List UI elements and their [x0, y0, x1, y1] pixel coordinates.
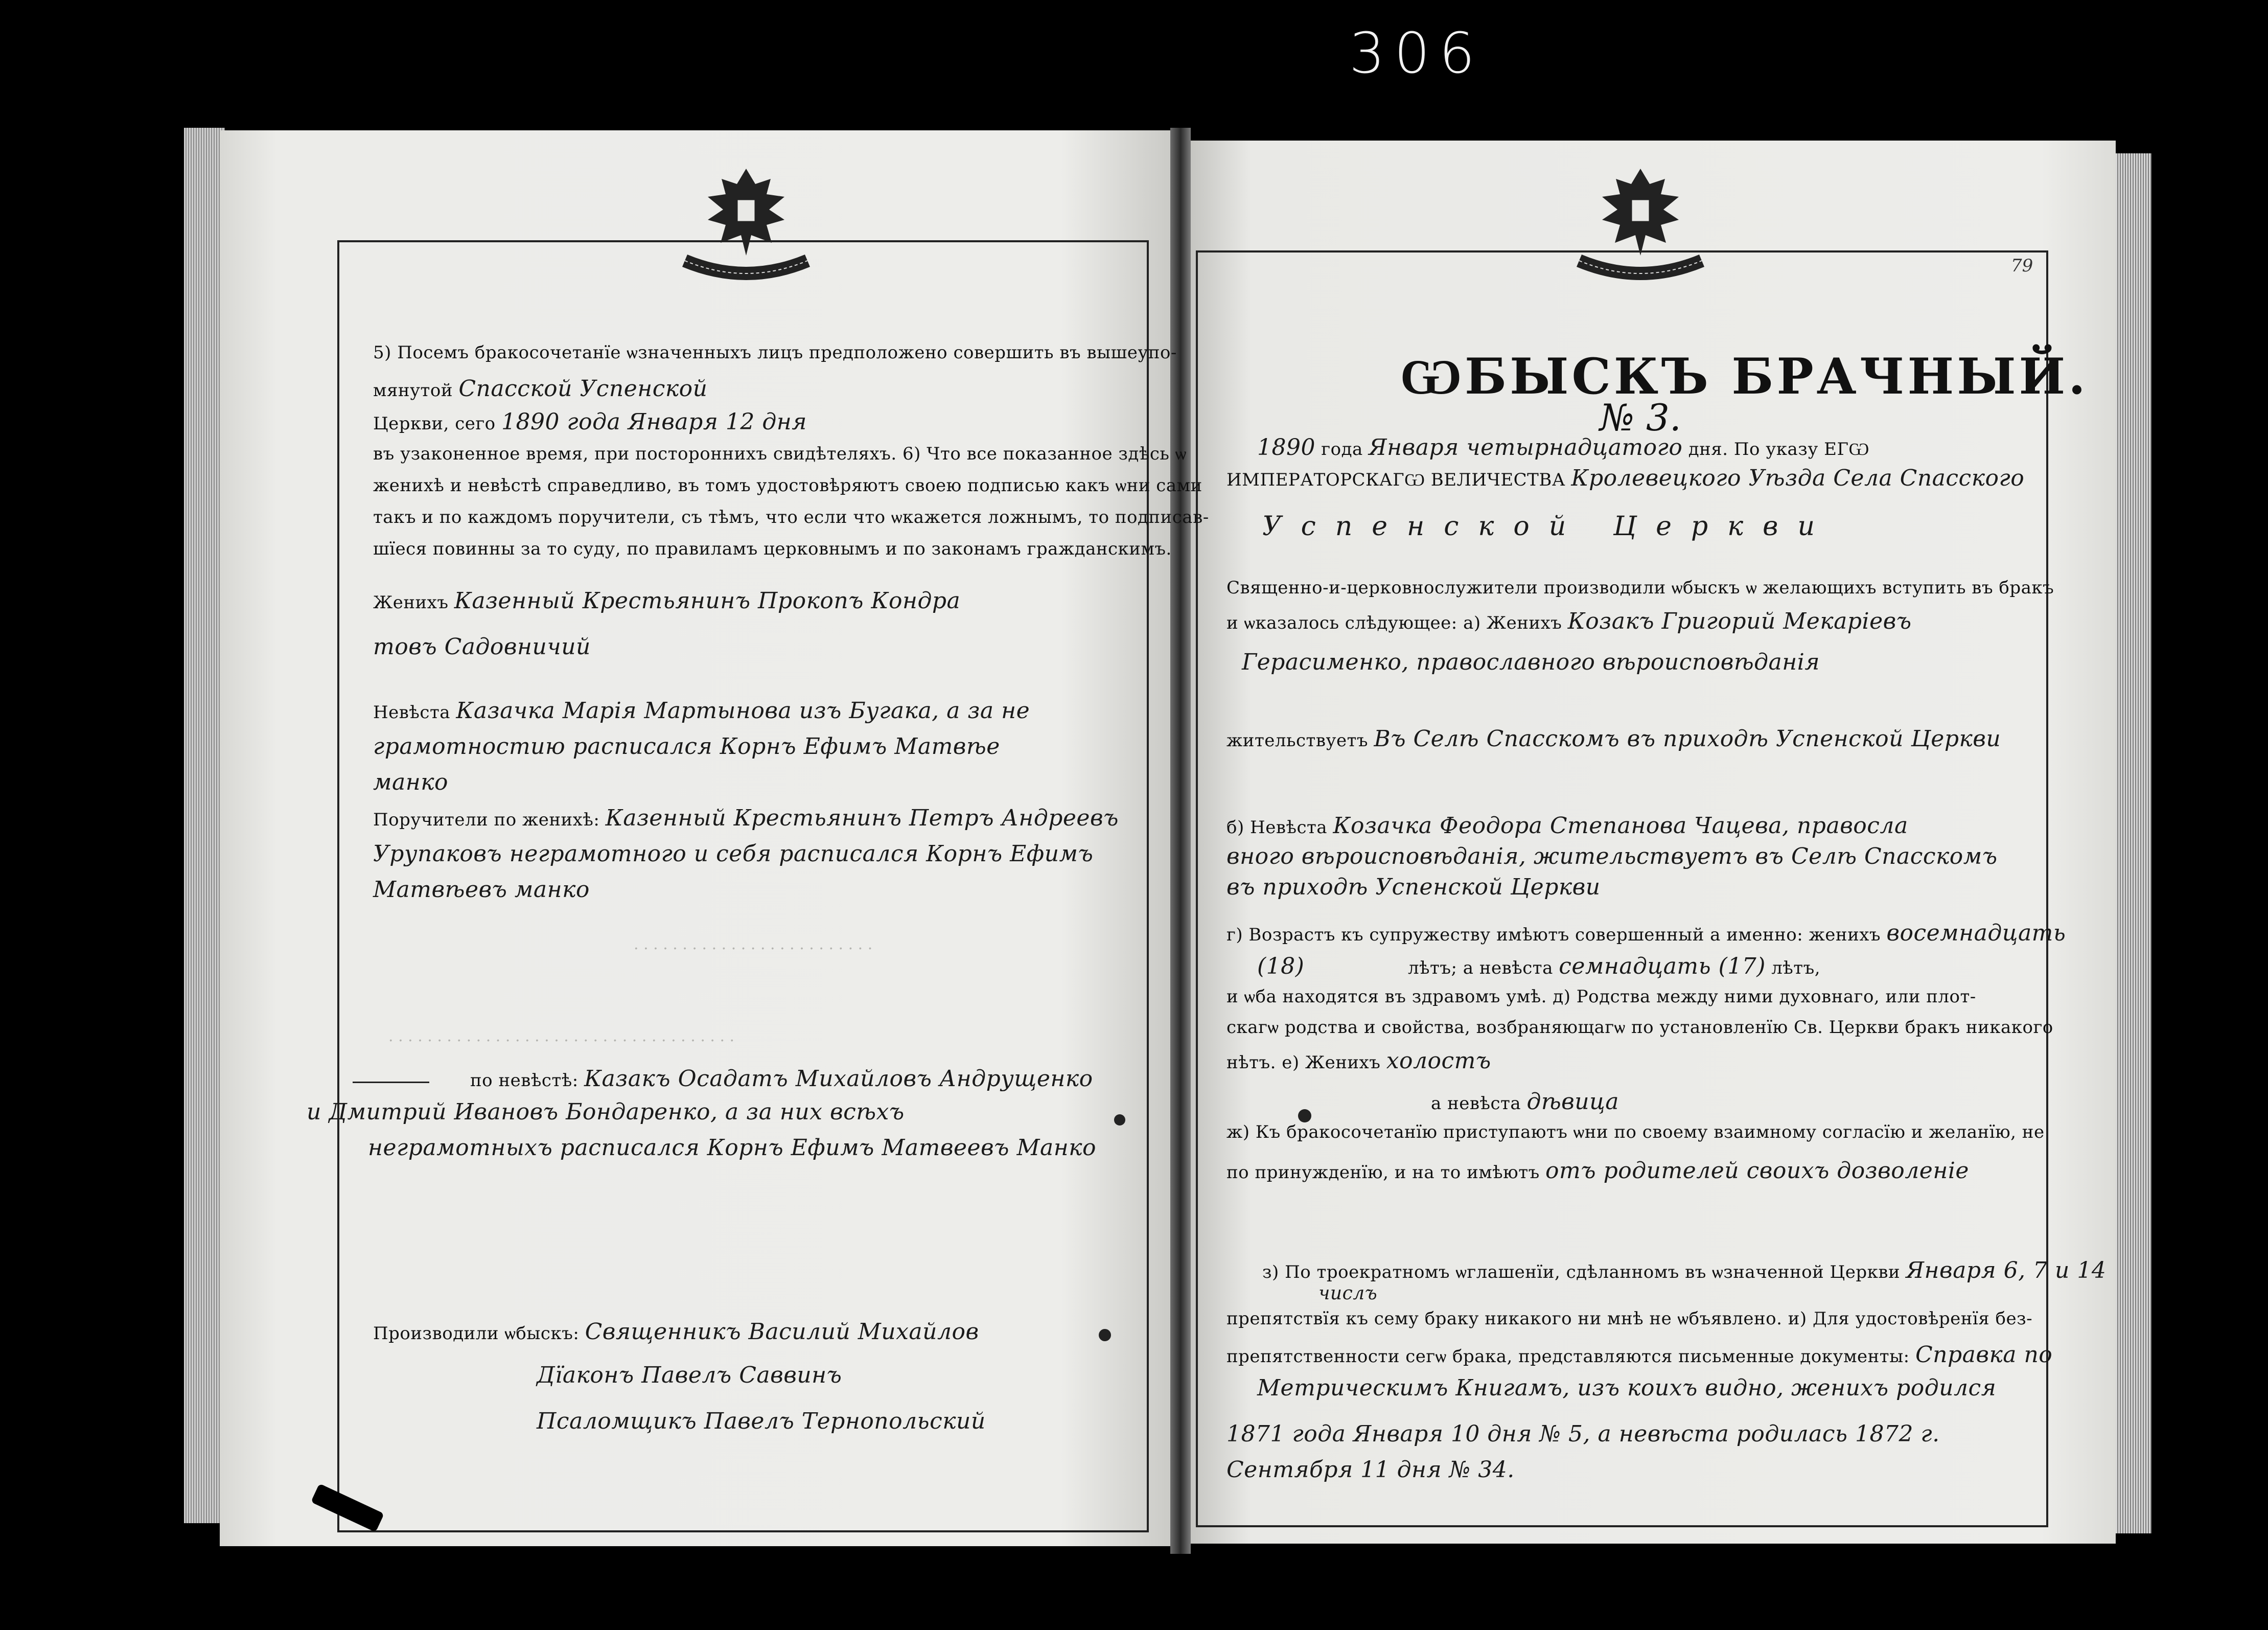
record-number: № 3.: [1600, 396, 1681, 439]
left-p5-line7: шïеся повинны за то суду, по правиламъ церковнымъ и по законамъ гражданскимъ.: [373, 539, 1172, 559]
handwritten-groom-status: холостъ: [1386, 1048, 1491, 1074]
handwritten-date-right: Января четырнадцатого: [1369, 434, 1683, 461]
right-line14: скагѡ родства и свойства, возбраняющагѡ по установленïю Св. Церкви бракъ никакого: [1226, 1017, 2053, 1038]
right-line15: нѣтъ. е) Женихъ холостъ: [1226, 1048, 1491, 1074]
handwritten-parental-consent: отъ родителей своихъ дозволенiе: [1545, 1158, 1969, 1184]
left-p5-line2: мянутой Спасской Успенской: [373, 376, 708, 402]
faded-bleed-through-left: . . . . . . . . . . . . . . . . . . . . . . . . .: [634, 935, 873, 953]
handwritten-year: 1890: [1257, 434, 1315, 461]
left-bride-line2: грамотностию расписался Корнъ Ефимъ Матвѣе: [373, 733, 1000, 760]
right-line8: б) Невѣста Козачка Феодора Степанова Чацева, правосла: [1226, 813, 1908, 839]
left-guarantors-bride-line1: по невѣстѣ: Казакъ Осадатъ Михайловъ Андрущенко: [470, 1066, 1093, 1092]
right-line7: жительствуетъ Въ Селѣ Спасскомъ въ приходѣ Успенской Церкви: [1226, 726, 2001, 752]
left-bride-line1: Невѣста Казачка Марiя Мартынова изъ Бугака, а за не: [373, 698, 1030, 724]
handwritten-banns-dates: Января 6, 7 и 14: [1906, 1257, 2107, 1283]
right-line22: препятственности сегѡ брака, представляются письменные документы: Справка по: [1226, 1342, 2053, 1368]
right-line23: Метрическимъ Книгамъ, изъ коихъ видно, женихъ родился: [1257, 1375, 1997, 1401]
right-line11: г) Возрастъ къ супружеству имѣютъ совершенный а именно: женихъ восемнадцать: [1226, 920, 2066, 946]
handwritten-groom-age: восемнадцать: [1886, 920, 2066, 946]
left-guarantors-groom-line3: Матвѣевъ манко: [373, 877, 590, 903]
left-conducted-line3: Псаломщикъ Павелъ Тернопольский: [537, 1408, 986, 1434]
handwritten-district: Кролевецкого Уѣзда Села Спасского: [1571, 465, 2025, 491]
left-guarantors-groom-line1: Поручители по женихѣ: Казенный Крестьянинъ Петръ Андреевъ: [373, 805, 1119, 831]
imperial-eagle-emblem-left: [669, 158, 823, 291]
ink-blot-left: [1114, 1114, 1125, 1126]
document-title: ѠБЫСКЪ БРАЧНЫЙ.: [1400, 348, 2089, 405]
faded-bleed-through-left-2: . . . . . . . . . . . . . . . . . . . . . . . . . . . . . . . . . . . .: [388, 1027, 735, 1045]
right-line2: ИМПЕРАТОРСКАГѠ ВЕЛИЧЕСТВА Кролевецкого Уѣзда Села Спасского: [1226, 465, 2025, 491]
handwritten-bride-age: семнадцать (17): [1559, 953, 1766, 979]
handwritten-bride-right: Козачка Феодора Степанова Чацева, правосла: [1333, 813, 1908, 839]
left-p5-line5: женихѣ и невѣстѣ справедливо, въ томъ удостовѣряютъ своею подписью какъ ѡни сами: [373, 475, 1202, 496]
handwritten-residence-groom: Въ Селѣ Спасскомъ въ приходѣ Успенской Церкви: [1374, 726, 2001, 752]
handwritten-church-name: Спасской Успенской: [458, 376, 708, 402]
right-line6: Герасименко, православного вѣроисповѣданiя: [1242, 649, 1820, 675]
right-line16: а невѣста дѣвица: [1431, 1089, 1619, 1115]
ink-blot-left-2: [1099, 1329, 1111, 1341]
right-line21: препятствïя къ сему браку никакого ни мнѣ не ѡбъявлено. и) Для удостовѣренïя без-: [1226, 1308, 2033, 1329]
right-line18: по принужденïю, и на то имѣютъ отъ родителей своихъ дозволенiе: [1226, 1158, 1969, 1184]
book-spine-edge-left: [184, 128, 225, 1523]
right-line4: Священно-и-церковнослужители производили ѡбыскъ ѡ желающихъ вступить въ бракъ: [1226, 578, 2054, 598]
right-line19: з) По троекратномъ ѡглашенïи, сдѣланномъ въ ѡзначенной Церкви Января 6, 7 и 14: [1262, 1257, 2107, 1283]
handwritten-groom: Казенный Крестьянинъ Прокопъ Кондра: [454, 588, 961, 614]
right-line1: 1890 года Января четырнадцатого дня. По указу ЕГѠ: [1257, 434, 1869, 461]
handwritten-bride: Казачка Марiя Мартынова изъ Бугака, а за не: [456, 698, 1030, 724]
left-p5-line1: 5) Посемъ бракосочетанïе ѡзначенныхъ лицъ предположено совершить въ вышеупо-: [373, 342, 1177, 363]
left-guarantors-groom-line2: Урупаковъ неграмотного и себя расписался Корнъ Ефимъ: [373, 841, 1094, 867]
right-line9: вного вѣроисповѣданiя, жительствуетъ въ Селѣ Спасскомъ: [1226, 843, 1998, 869]
right-line3: Успенской Церкви: [1262, 511, 1834, 542]
handwritten-guarantors-bride: Казакъ Осадатъ Михайловъ Андрущенко: [584, 1066, 1093, 1092]
book-gutter: [1170, 128, 1191, 1554]
handwritten-clergy-1: Священникъ Василий Михайлов: [585, 1319, 979, 1345]
handwritten-groom-age-num: (18): [1257, 953, 1305, 979]
right-line17: ж) Къ бракосочетанïю приступаютъ ѡни по своему взаимному согласïю и желанïю, не: [1226, 1122, 2045, 1142]
left-p5-line6: такъ и по каждомъ поручители, съ тѣмъ, что если что ѡкажется ложнымъ, то подписав-: [373, 507, 1209, 527]
left-guarantors-bride-line2: и Дмитрий Ивановъ Бондаренко, а за них всѣхъ: [307, 1099, 905, 1125]
ink-blot-right: [1298, 1109, 1311, 1122]
right-line20: числъ: [1318, 1283, 1378, 1304]
left-conducted-line1: Производили ѡбыскъ: Священникъ Василий Михайлов: [373, 1319, 979, 1345]
left-groom-line1: Женихъ Казенный Крестьянинъ Прокопъ Кондра: [373, 588, 961, 614]
right-line12: (18) лѣтъ; а невѣста семнадцать (17) лѣтъ,: [1257, 953, 1821, 979]
left-p5-line4: въ узаконенное время, при постороннихъ свидѣтеляхъ. 6) Что все показанное здѣсь ѡ: [373, 444, 1187, 464]
right-line13: и ѡба находятся въ здравомъ умѣ. д) Родства между ними духовнаго, или плот-: [1226, 986, 1976, 1007]
imperial-eagle-emblem-right: [1564, 158, 1717, 291]
right-line24: 1871 года Января 10 дня № 5, а невѣста родилась 1872 г.: [1226, 1421, 1940, 1447]
left-bride-line3: манко: [373, 769, 448, 795]
handwritten-date: 1890 года Января 12 дня: [501, 409, 807, 435]
right-page-number: 79: [2011, 256, 2033, 276]
handwritten-documents: Справка по: [1915, 1342, 2053, 1368]
right-line10: въ приходѣ Успенской Церкви: [1226, 874, 1601, 900]
right-line5: и ѡказалось слѣдующее: а) Женихъ Козакъ Григорий Мекарiевъ: [1226, 608, 1912, 634]
left-guarantors-bride-line3: неграмотныхъ расписался Корнъ Ефимъ Матвеевъ Манко: [368, 1135, 1097, 1161]
frame-number: 306: [1349, 20, 1484, 86]
handwritten-groom-right: Козакъ Григорий Мекарiевъ: [1567, 608, 1912, 634]
left-groom-line2: товъ Садовничий: [373, 634, 591, 660]
right-line25: Сентября 11 дня № 34.: [1226, 1457, 1515, 1483]
left-p5-line3: Церкви, сего 1890 года Января 12 дня: [373, 409, 807, 435]
handwritten-bride-status: дѣвица: [1526, 1089, 1619, 1115]
handwritten-guarantors-groom: Казенный Крестьянинъ Петръ Андреевъ: [605, 805, 1119, 831]
left-conducted-line2: Дïаконъ Павелъ Саввинъ: [537, 1362, 842, 1388]
dash-line-bride-guarantors: [353, 1082, 429, 1083]
